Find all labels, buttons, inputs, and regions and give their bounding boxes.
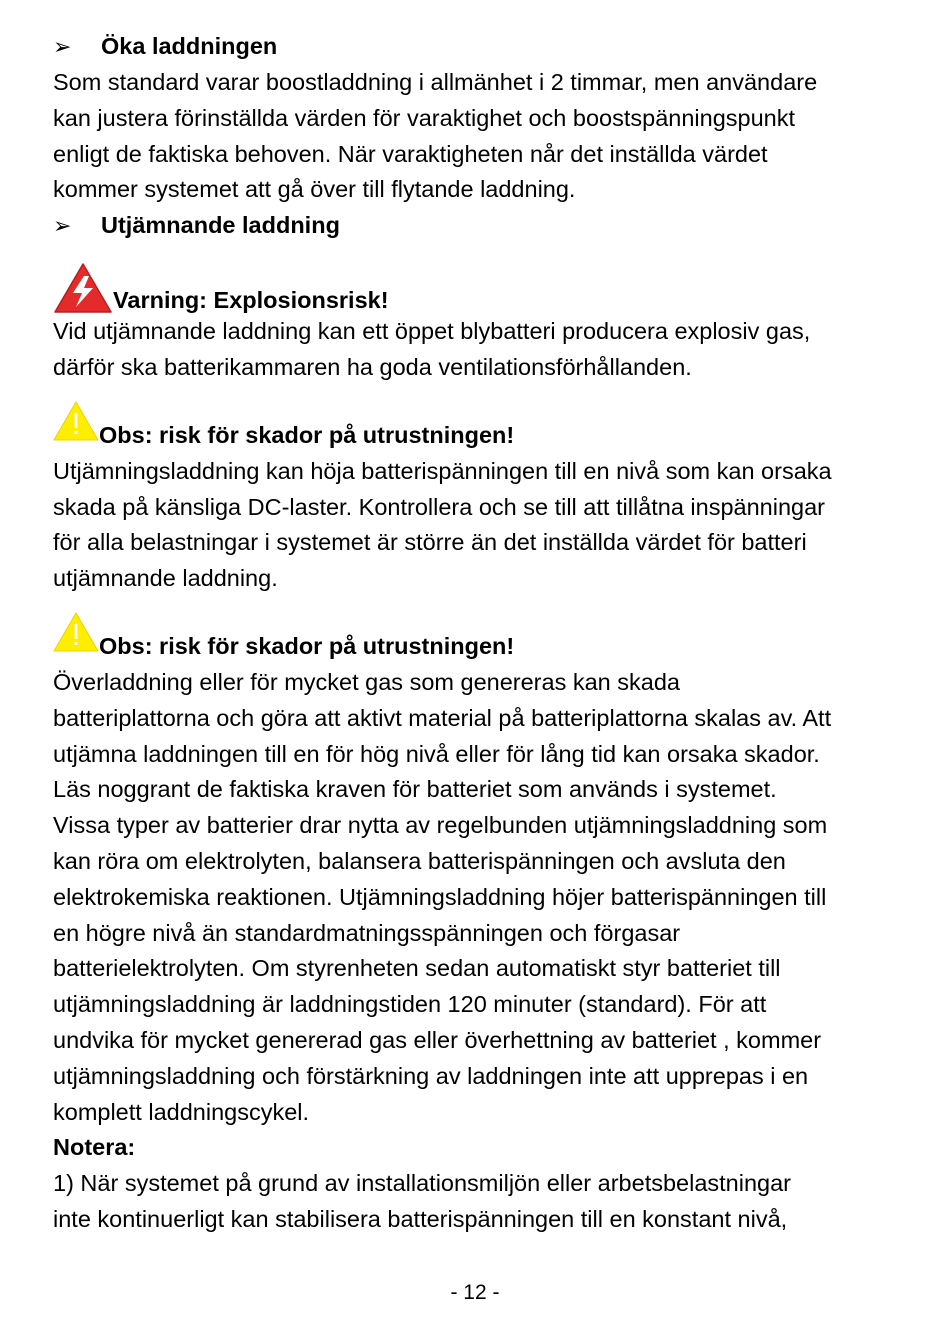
text-line: Överladdning eller för mycket gas som genereras kan skada bbox=[53, 668, 680, 695]
paragraph-note bbox=[53, 1166, 903, 1238]
text-line: 1) När systemet på grund av installationsmiljön eller arbetsbelastningar bbox=[53, 1170, 792, 1197]
paragraph-boost bbox=[53, 65, 903, 208]
caution-triangle-icon bbox=[53, 400, 99, 442]
notice-label: Obs: risk för skador på utrustningen! bbox=[99, 421, 515, 448]
text-line: enligt de faktiska behoven. När varaktigheten når det inställda värdet bbox=[53, 140, 768, 167]
text-line: Vissa typer av batterier drar nytta av regelbunden utjämningsladdning som bbox=[53, 812, 828, 839]
warning-label: Varning: Explosionsrisk! bbox=[113, 287, 389, 314]
equipment-damage-notice bbox=[53, 609, 903, 661]
arrow-bullet-icon: ➢ bbox=[53, 213, 72, 239]
section-heading-text: Öka laddningen bbox=[101, 33, 278, 60]
text-line: skada på känsliga DC-laster. Kontrollera och se till att tillåtna inspänningar bbox=[53, 493, 826, 520]
text-line: Som standard varar boostladdning i allmänhet i 2 timmar, men användare bbox=[53, 69, 818, 95]
text-line: kan röra om elektrolyten, balansera batterispänningen och avsluta den bbox=[53, 847, 786, 874]
text-line: utjämna laddningen till en för hög nivå eller för lång tid kan orsaka skador. bbox=[53, 740, 820, 767]
text-line: komplett laddningscykel. bbox=[53, 1098, 310, 1125]
text-line: en högre nivå än standardmatningsspänningen och förgasar bbox=[53, 919, 681, 946]
section-heading-text: Utjämnande laddning bbox=[101, 212, 340, 239]
text-line: därför ska batterikammaren ha goda ventilationsförhållanden. bbox=[53, 353, 692, 380]
text-line: Läs noggrant de faktiska kraven för batteriet som används i systemet. bbox=[53, 776, 777, 803]
text-line: utjämnande laddning. bbox=[53, 565, 278, 592]
paragraph-notice-2 bbox=[53, 665, 903, 1130]
document-page bbox=[53, 29, 903, 1238]
text-line: elektrokemiska reaktionen. Utjämningsladdning höjer batterispänningen till bbox=[53, 883, 827, 910]
page-number: - 12 - bbox=[450, 1281, 500, 1304]
arrow-bullet-icon: ➢ bbox=[53, 34, 72, 60]
text-line: batterielektrolyten. Om styrenheten sedan automatiskt styr batteriet till bbox=[53, 955, 781, 982]
caution-triangle-icon bbox=[53, 611, 99, 653]
paragraph-notice-1 bbox=[53, 454, 903, 597]
text-line: utjämningsladdning är laddningstiden 120 minuter (standard). För att bbox=[53, 991, 767, 1018]
high-voltage-warning-icon bbox=[53, 262, 113, 314]
text-line: kommer systemet att gå över till flytande laddning. bbox=[53, 176, 576, 203]
text-line: inte kontinuerligt kan stabilisera batterispänningen till en konstant nivå, bbox=[53, 1205, 788, 1232]
text-line: utjämningsladdning och förstärkning av laddningen inte att upprepas i en bbox=[53, 1062, 809, 1089]
text-line: för alla belastningar i systemet är större än det inställda värdet för batteri bbox=[53, 529, 807, 556]
explosion-warning bbox=[53, 258, 903, 314]
note-heading: Notera: bbox=[53, 1134, 136, 1161]
section-heading-boost bbox=[53, 29, 903, 65]
paragraph-explosion bbox=[53, 314, 903, 386]
text-line: Vid utjämnande laddning kan ett öppet blybatteri producera explosiv gas, bbox=[53, 318, 811, 345]
notice-label: Obs: risk för skador på utrustningen! bbox=[99, 633, 515, 660]
section-heading-equalize bbox=[53, 208, 903, 244]
text-line: batteriplattorna och göra att aktivt material på batteriplattorna skalas av. Att bbox=[53, 704, 832, 731]
text-line: kan justera förinställda värden för varaktighet och boostspänningspunkt bbox=[53, 104, 796, 131]
text-line: undvika för mycket genererad gas eller överhettning av batteriet , kommer bbox=[53, 1026, 822, 1053]
text-line: Utjämningsladdning kan höja batterispänningen till en nivå som kan orsaka bbox=[53, 457, 832, 484]
equipment-damage-notice bbox=[53, 398, 903, 450]
